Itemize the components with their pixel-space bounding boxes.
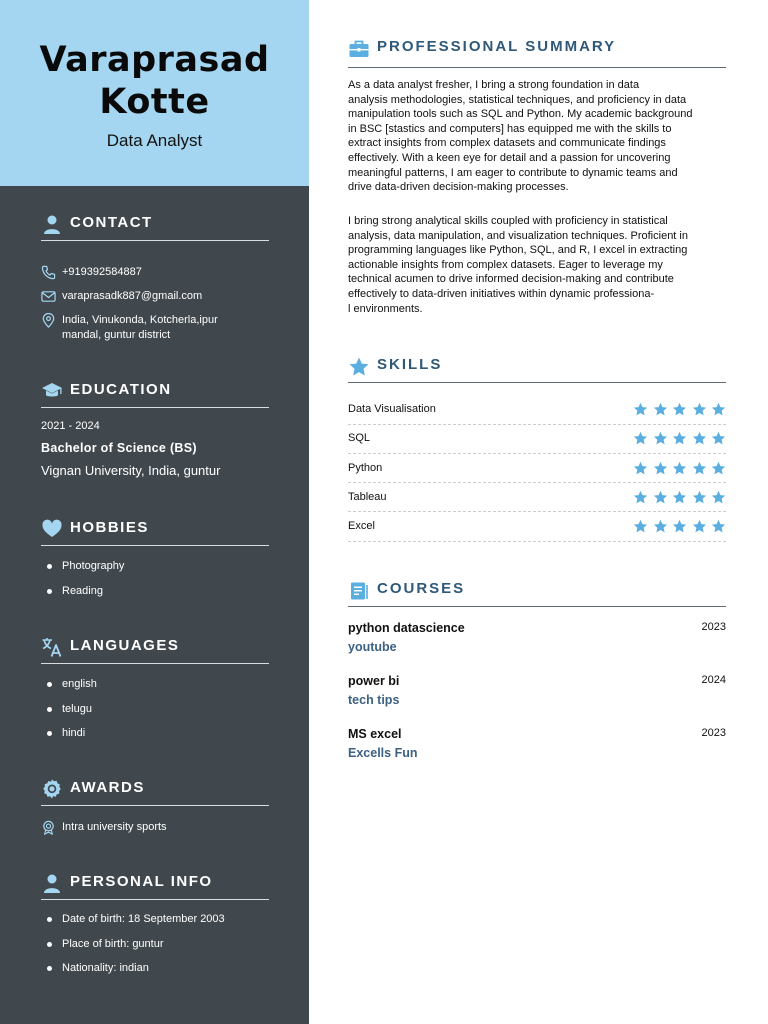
rating-star-icon [692, 402, 707, 417]
job-title: Data Analyst [106, 131, 203, 150]
last-name: Kotte [99, 82, 210, 122]
awards-title: AWARDS [70, 779, 145, 796]
skill-name: Python [348, 461, 383, 474]
list-item: telugu [41, 702, 269, 727]
text-line: analysis methodologies, statistical techniques, and proficiency in data [348, 93, 687, 106]
list-item: Date of birth: 18 September 2003 [41, 912, 269, 937]
contact-section [41, 213, 269, 353]
education-degree: Bachelor of Science (BS) [41, 441, 197, 455]
summary-paragraph-2 [348, 214, 728, 316]
awards-section [41, 778, 269, 838]
skill-rating [629, 402, 727, 417]
skill-rating [629, 461, 727, 476]
skill-row [348, 512, 726, 542]
address-line-1: India, Vinukonda, Kotcherla,ipur [62, 314, 218, 326]
rating-star-icon [711, 431, 726, 446]
rating-star-icon [672, 461, 687, 476]
star-icon [348, 356, 370, 378]
course-year: 2023 [701, 621, 726, 633]
address-text [62, 313, 267, 342]
hobbies-list [41, 559, 269, 608]
course-name: power bi [348, 674, 400, 688]
personal-info-list [41, 912, 269, 986]
skills-section [348, 356, 726, 546]
skill-name: Tableau [348, 490, 387, 503]
text-line: l environments. [348, 302, 423, 315]
skill-row [348, 483, 726, 513]
location-pin-icon [41, 313, 56, 328]
rating-star-icon [692, 431, 707, 446]
text-line: effectively. With a keen eye for detail and a passion for uncovering [348, 151, 671, 164]
text-line: extract insights from complex datasets and communicate findings [348, 137, 666, 150]
rating-star-icon [711, 519, 726, 534]
rating-star-icon [633, 402, 648, 417]
course-provider: Excells Fun [348, 746, 418, 760]
rating-star-icon [711, 490, 726, 505]
name-header [0, 0, 309, 186]
skill-name: Excel [348, 520, 375, 533]
education-section [41, 380, 269, 480]
education-years: 2021 - 2024 [41, 420, 100, 432]
education-title: EDUCATION [70, 381, 172, 398]
rating-star-icon [653, 431, 668, 446]
graduation-cap-icon [41, 380, 63, 402]
skill-name: Data Visualisation [348, 403, 436, 415]
skills-title: SKILLS [377, 356, 443, 373]
rating-star-icon [672, 431, 687, 446]
rating-star-icon [692, 490, 707, 505]
skill-row [348, 395, 726, 425]
course-name: MS excel [348, 727, 402, 741]
skill-rating [629, 431, 727, 446]
skill-row [348, 424, 726, 454]
email-address: varaprasadk887@gmail.com [62, 290, 203, 302]
briefcase-icon [348, 38, 370, 60]
list-item: english [41, 677, 269, 702]
text-line: As a data analyst fresher, I bring a strong foundation in data [348, 79, 640, 91]
address-line-2: mandal, guntur district [62, 328, 171, 341]
book-icon [348, 580, 370, 602]
awards-heading [41, 778, 269, 806]
skill-rating [629, 490, 727, 505]
course-name: python datascience [348, 621, 465, 635]
text-line: drive data-driven decision-making processes. [348, 181, 569, 194]
rating-star-icon [692, 519, 707, 534]
rating-star-icon [692, 461, 707, 476]
text-line: manipulation tools such as SQL and Python. My academic background [348, 108, 693, 121]
skills-heading [348, 356, 726, 383]
text-line: technical acumen to drive informed decision-making and contribute [348, 273, 674, 286]
list-item: hindi [41, 726, 269, 751]
rating-star-icon [672, 519, 687, 534]
hobbies-title: HOBBIES [70, 519, 149, 536]
rating-star-icon [653, 402, 668, 417]
course-item [348, 621, 726, 661]
first-name: Varaprasad [39, 40, 270, 80]
list-item: Photography [41, 559, 269, 584]
person-icon [41, 213, 63, 235]
skill-rating [629, 519, 727, 534]
text-line: actionable insights from complex datasets. Eager to leverage my [348, 258, 663, 271]
hobbies-section [41, 518, 269, 608]
rating-star-icon [633, 490, 648, 505]
award-badge-icon [41, 778, 63, 800]
personal-info-section [41, 872, 269, 982]
personal-info-heading [41, 872, 269, 900]
rating-star-icon [633, 461, 648, 476]
rating-star-icon [653, 490, 668, 505]
mail-icon [41, 289, 56, 304]
list-item: Reading [41, 584, 269, 609]
rating-star-icon [711, 402, 726, 417]
skill-name: SQL [348, 432, 371, 445]
rating-star-icon [653, 461, 668, 476]
languages-list [41, 677, 269, 751]
personal-info-title: PERSONAL INFO [70, 873, 213, 890]
phone-number: +919392584887 [62, 266, 142, 278]
course-provider: tech tips [348, 693, 400, 707]
award-icon [41, 820, 56, 835]
education-school: Vignan University, India, guntur [41, 463, 221, 478]
text-line: effectively to data-driven initiatives within dynamic professiona- [348, 287, 655, 300]
contact-heading [41, 213, 269, 241]
text-line: analysis, data manipulation, and visualization techniques. Proficient in [348, 229, 688, 242]
languages-title: LANGUAGES [70, 637, 180, 654]
summary-title: PROFESSIONAL SUMMARY [377, 38, 617, 55]
rating-star-icon [653, 519, 668, 534]
rating-star-icon [633, 519, 648, 534]
translate-icon [41, 636, 63, 658]
person-icon [41, 872, 63, 894]
education-heading [41, 380, 269, 408]
text-line: meaningful patterns, I am eager to contribute to dynamic teams and [348, 166, 678, 179]
course-item [348, 727, 726, 767]
award-text: Intra university sports [62, 821, 167, 833]
text-line: in BSC [stastics and computers] has equipped me with the skills to [348, 122, 672, 135]
list-item: Nationality: indian [41, 961, 269, 986]
course-year: 2023 [701, 727, 726, 739]
languages-heading [41, 636, 269, 664]
courses-heading [348, 580, 726, 607]
hobbies-heading [41, 518, 269, 546]
courses-title: COURSES [377, 580, 466, 597]
rating-star-icon [711, 461, 726, 476]
rating-star-icon [672, 402, 687, 417]
text-line: I bring strong analytical skills coupled with proficiency in statistical [348, 215, 668, 227]
summary-paragraph-1 [348, 78, 728, 195]
rating-star-icon [672, 490, 687, 505]
heart-icon [41, 518, 63, 540]
phone-icon [41, 265, 56, 280]
text-line: programming languages like Python, SQL, and R, I excel in extracting [348, 244, 688, 257]
course-provider: youtube [348, 640, 397, 654]
list-item: Place of birth: guntur [41, 937, 269, 962]
rating-star-icon [633, 431, 648, 446]
summary-heading [348, 38, 726, 68]
course-year: 2024 [701, 674, 726, 686]
languages-section [41, 636, 269, 751]
skill-row [348, 454, 726, 484]
courses-section [348, 580, 726, 780]
contact-title: CONTACT [70, 214, 153, 231]
course-item [348, 674, 726, 714]
summary-section [348, 38, 726, 328]
